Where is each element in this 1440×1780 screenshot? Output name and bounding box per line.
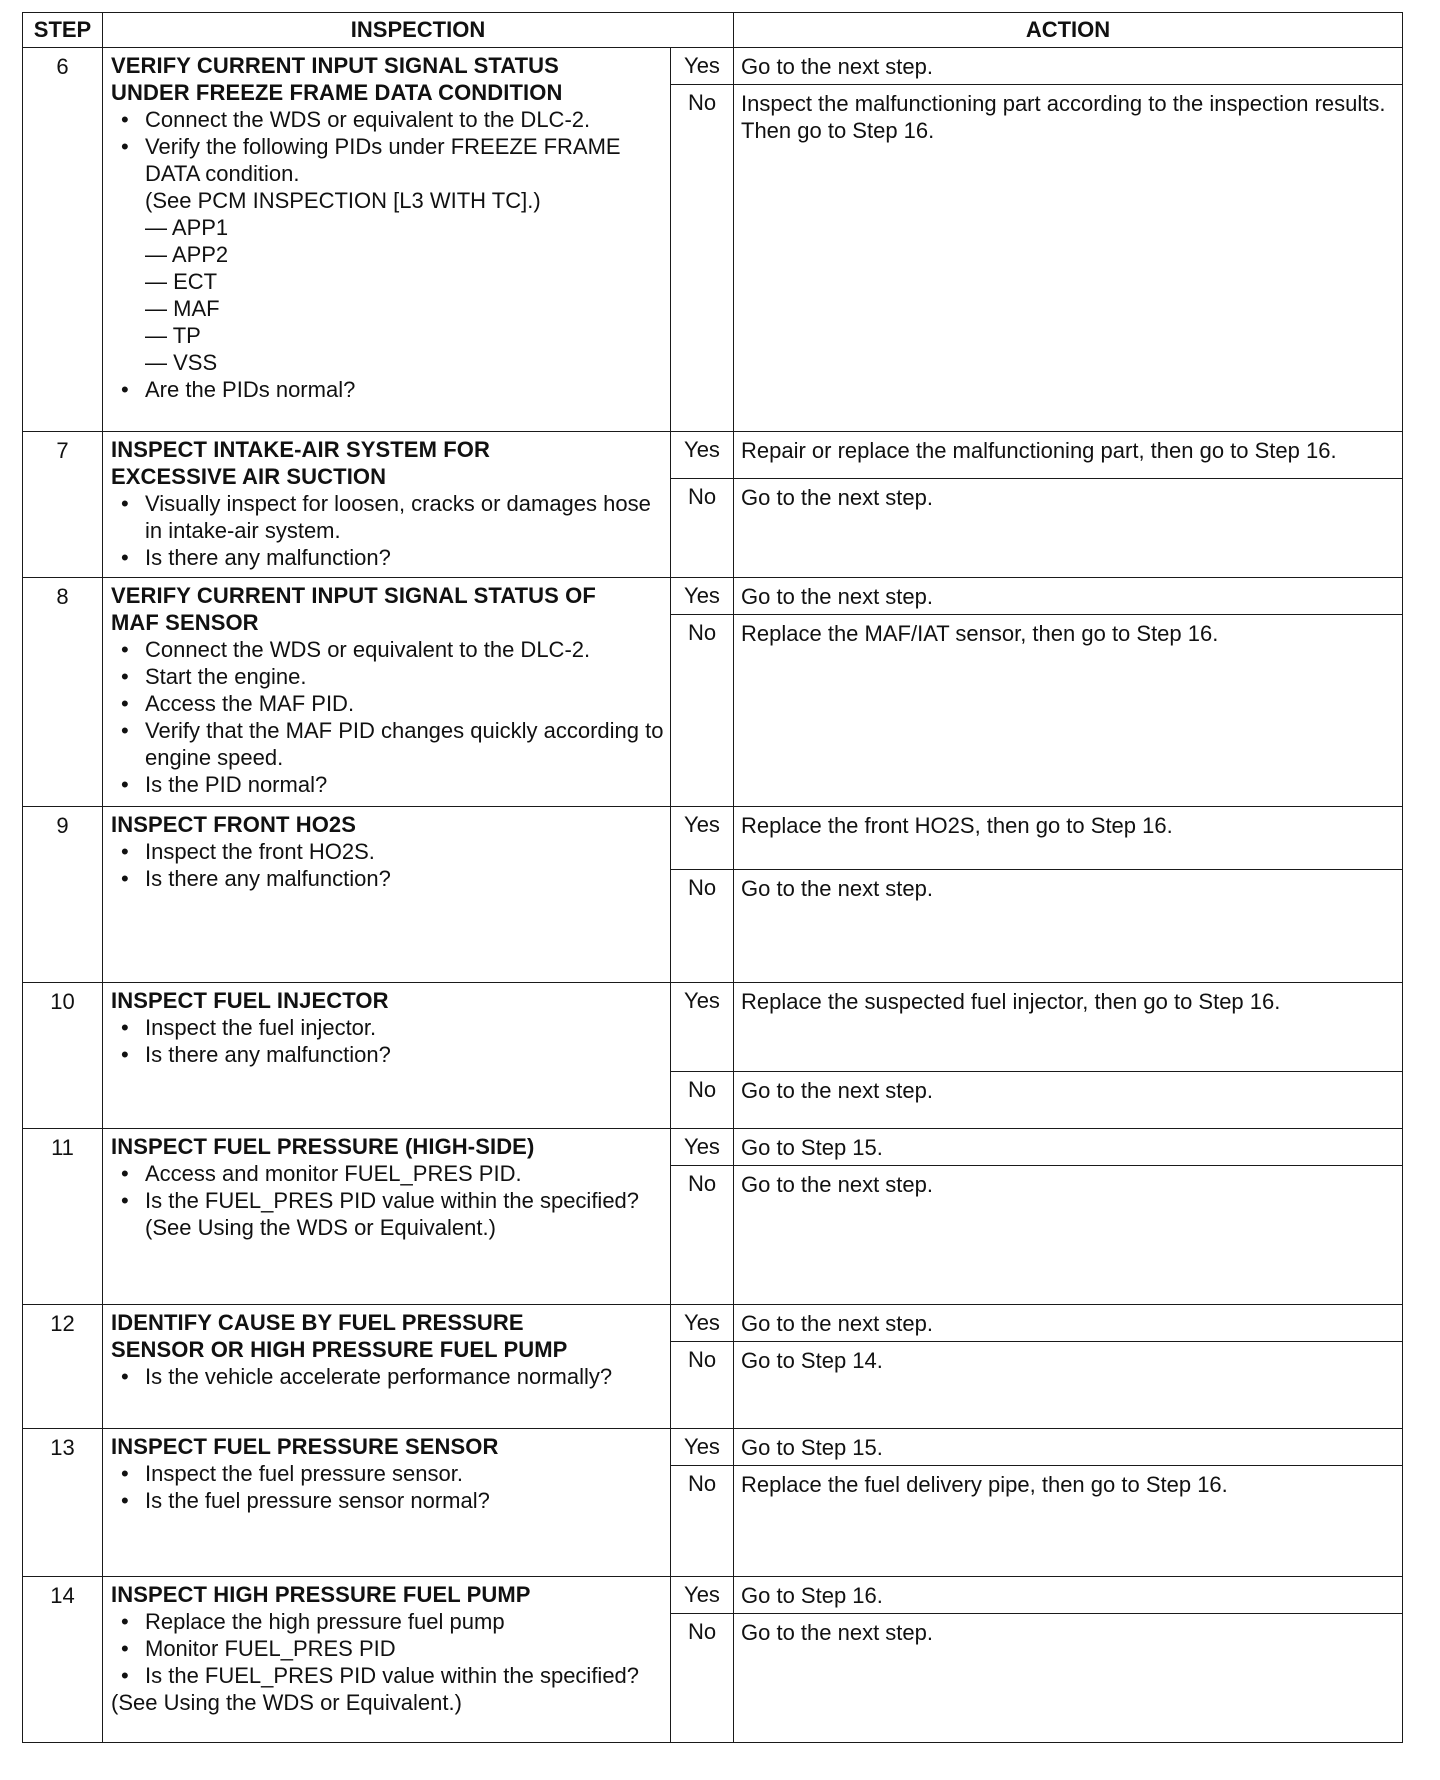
yes-action: Go to the next step. [734, 578, 1403, 615]
step-header: STEP [23, 13, 103, 48]
bullet-item: • Verify that the MAF PID changes quickly according to engine speed. [111, 717, 664, 771]
yes-label: Yes [671, 578, 734, 615]
yes-label: Yes [671, 432, 734, 479]
bullet-item: • Is the FUEL_PRES PID value within the specified? (See Using the WDS or Equivalent.) [111, 1187, 664, 1241]
pid-item: — APP2 [145, 242, 229, 267]
inspection-cell [103, 1429, 671, 1577]
step-number: 13 [23, 1429, 103, 1577]
bullet-item: • Visually inspect for loosen, cracks or damages hose in intake-air system. [111, 490, 664, 544]
no-label: No [671, 479, 734, 578]
bullet-item: • Are the PIDs normal? [111, 376, 664, 403]
reference-note: (See Using the WDS or Equivalent.) [111, 1690, 462, 1715]
no-label: No [671, 1072, 734, 1129]
inspection-cell [103, 432, 671, 578]
bullet-item: • Connect the WDS or equivalent to the DLC-2. [111, 106, 664, 133]
table-row [23, 1429, 1403, 1466]
inspection-title: INSPECT INTAKE-AIR SYSTEM FOR [111, 437, 490, 462]
no-action: Inspect the malfunctioning part according to the inspection results. Then go to Step 16. [734, 85, 1403, 432]
table-row [23, 1305, 1403, 1342]
no-label: No [671, 1466, 734, 1577]
no-label: No [671, 1614, 734, 1743]
inspection-title: INSPECT FRONT HO2S [111, 812, 357, 837]
inspection-cell [103, 1129, 671, 1305]
inspection-cell [103, 1577, 671, 1743]
bullet-item: • Is there any malfunction? [111, 1041, 664, 1068]
step-number: 14 [23, 1577, 103, 1743]
step-number: 6 [23, 48, 103, 432]
bullet-item: • Inspect the fuel injector. [111, 1014, 664, 1041]
table-row [23, 983, 1403, 1072]
table-row [23, 1129, 1403, 1166]
inspection-procedure-table [22, 12, 1402, 1743]
bullet-item: • Is there any malfunction? [111, 865, 664, 892]
bullet-item: • Monitor FUEL_PRES PID [111, 1635, 664, 1662]
no-action: Go to the next step. [734, 870, 1403, 983]
bullet-item: • Is the vehicle accelerate performance normally? [111, 1363, 664, 1390]
yes-action: Replace the front HO2S, then go to Step 16. [734, 807, 1403, 870]
yes-label: Yes [671, 807, 734, 870]
inspection-cell [103, 1305, 671, 1429]
inspection-title: IDENTIFY CAUSE BY FUEL PRESSURE [111, 1310, 524, 1335]
step-number: 10 [23, 983, 103, 1129]
table-row [23, 578, 1403, 615]
yes-action: Go to the next step. [734, 1305, 1403, 1342]
bullet-item: • Verify the following PIDs under FREEZE FRAME DATA condition. (See PCM INSPECTION [L3 WITH TC].) [111, 133, 664, 214]
inspection-header: INSPECTION [103, 13, 734, 48]
step-number: 7 [23, 432, 103, 578]
inspection-title: SENSOR OR HIGH PRESSURE FUEL PUMP [111, 1337, 568, 1362]
inspection-title: VERIFY CURRENT INPUT SIGNAL STATUS OF [111, 583, 596, 608]
bullet-item: • Access and monitor FUEL_PRES PID. [111, 1160, 664, 1187]
inspection-cell [103, 807, 671, 983]
no-action: Go to the next step. [734, 1614, 1403, 1743]
pid-item: — VSS [145, 350, 218, 375]
table-row [23, 48, 1403, 85]
yes-label: Yes [671, 48, 734, 85]
reference-note: (See PCM INSPECTION [L3 WITH TC].) [145, 188, 541, 213]
inspection-title: MAF SENSOR [111, 610, 259, 635]
bullet-item: • Replace the high pressure fuel pump [111, 1608, 664, 1635]
pid-item: — APP1 [145, 215, 229, 240]
yes-label: Yes [671, 1305, 734, 1342]
step-number: 9 [23, 807, 103, 983]
yes-label: Yes [671, 983, 734, 1072]
inspection-title: UNDER FREEZE FRAME DATA CONDITION [111, 80, 563, 105]
no-action: Go to the next step. [734, 1166, 1403, 1305]
no-label: No [671, 870, 734, 983]
bullet-item: • Start the engine. [111, 663, 664, 690]
step-number: 12 [23, 1305, 103, 1429]
yes-label: Yes [671, 1429, 734, 1466]
bullet-item: • Is there any malfunction? [111, 544, 664, 571]
bullet-item: • Inspect the fuel pressure sensor. [111, 1460, 664, 1487]
no-action: Go to Step 14. [734, 1342, 1403, 1429]
pid-item: — TP [145, 323, 201, 348]
pid-item: — MAF [145, 296, 220, 321]
step-number: 11 [23, 1129, 103, 1305]
yes-action: Replace the suspected fuel injector, then go to Step 16. [734, 983, 1403, 1072]
inspection-cell [103, 578, 671, 807]
inspection-title: INSPECT FUEL INJECTOR [111, 988, 389, 1013]
inspection-title: VERIFY CURRENT INPUT SIGNAL STATUS [111, 53, 559, 78]
bullet-item: • Is the fuel pressure sensor normal? [111, 1487, 664, 1514]
no-label: No [671, 1166, 734, 1305]
no-action: Replace the fuel delivery pipe, then go to Step 16. [734, 1466, 1403, 1577]
no-action: Go to the next step. [734, 1072, 1403, 1129]
reference-note: (See Using the WDS or Equivalent.) [145, 1215, 496, 1240]
bullet-item: • Is the PID normal? [111, 771, 664, 798]
no-label: No [671, 1342, 734, 1429]
bullet-item: • Is the FUEL_PRES PID value within the specified? [111, 1662, 664, 1689]
inspection-title: INSPECT FUEL PRESSURE (HIGH-SIDE) [111, 1134, 535, 1159]
yes-action: Go to the next step. [734, 48, 1403, 85]
yes-action: Go to Step 15. [734, 1429, 1403, 1466]
table-row [23, 432, 1403, 479]
yes-label: Yes [671, 1577, 734, 1614]
inspection-title: EXCESSIVE AIR SUCTION [111, 464, 387, 489]
bullet-item: • Inspect the front HO2S. [111, 838, 664, 865]
bullet-item: • Access the MAF PID. [111, 690, 664, 717]
pid-item: — ECT [145, 269, 218, 294]
yes-label: Yes [671, 1129, 734, 1166]
inspection-cell [103, 983, 671, 1129]
no-action: Go to the next step. [734, 479, 1403, 578]
table-row [23, 807, 1403, 870]
no-action: Replace the MAF/IAT sensor, then go to Step 16. [734, 615, 1403, 807]
no-label: No [671, 85, 734, 432]
inspection-title: INSPECT FUEL PRESSURE SENSOR [111, 1434, 499, 1459]
header-row [23, 13, 1403, 48]
no-label: No [671, 615, 734, 807]
step-number: 8 [23, 578, 103, 807]
table-row [23, 1577, 1403, 1614]
yes-action: Go to Step 15. [734, 1129, 1403, 1166]
action-header: ACTION [734, 13, 1403, 48]
inspection-title: INSPECT HIGH PRESSURE FUEL PUMP [111, 1582, 531, 1607]
inspection-cell [103, 48, 671, 432]
yes-action: Repair or replace the malfunctioning part, then go to Step 16. [734, 432, 1403, 479]
yes-action: Go to Step 16. [734, 1577, 1403, 1614]
bullet-item: • Connect the WDS or equivalent to the DLC-2. [111, 636, 664, 663]
